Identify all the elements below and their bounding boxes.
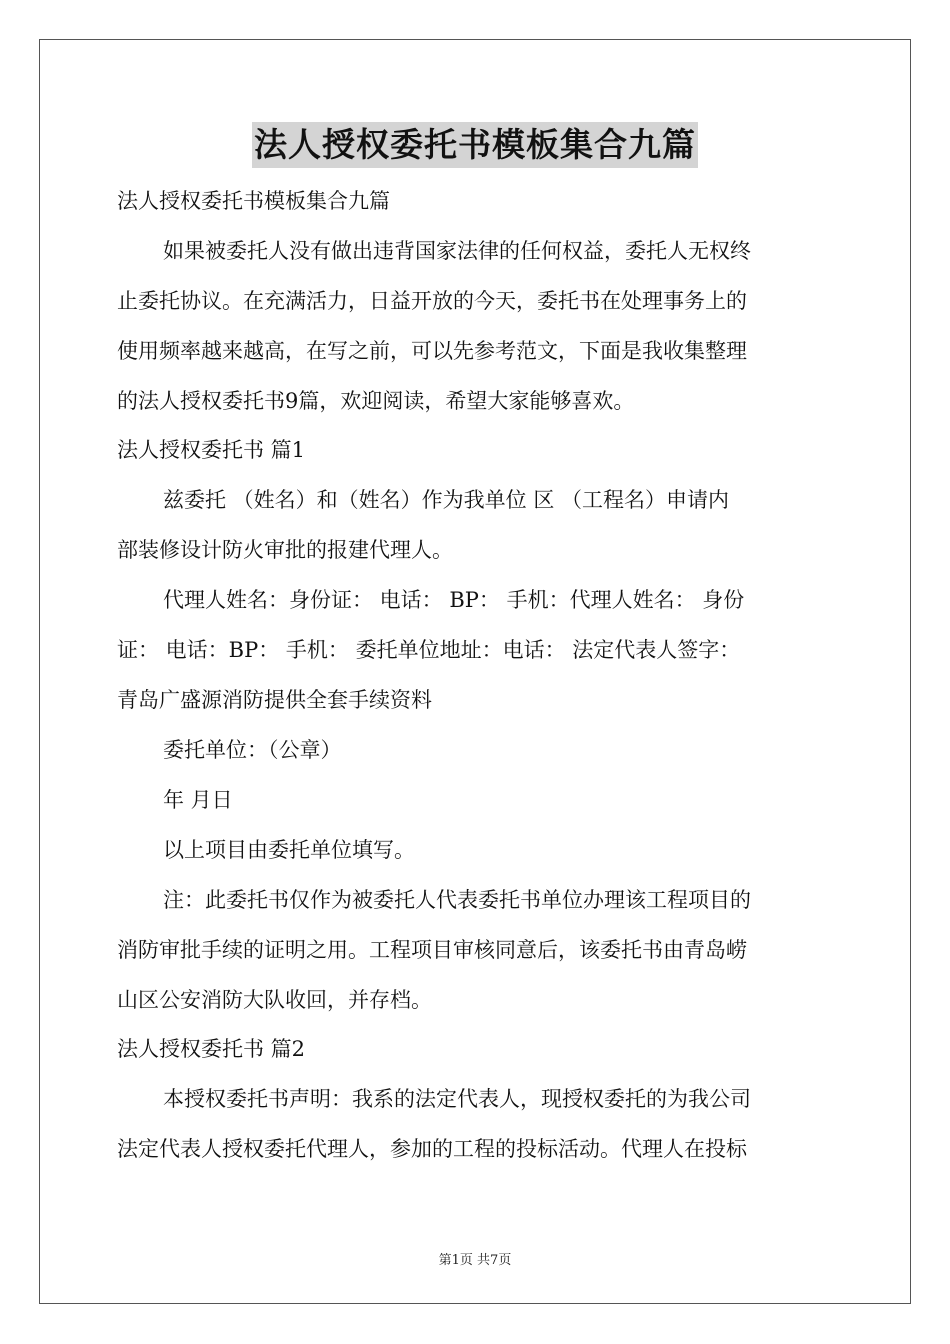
document-subtitle: 法人授权委托书模板集合九篇 [117,189,390,213]
paragraph-line: 的法人授权委托书9篇，欢迎阅读，希望大家能够喜欢。 [117,389,635,413]
document-body [117,177,833,1174]
paragraph-line: 委托单位：（公章） [163,738,342,762]
document-title: 法人授权委托书模板集合九篇 [252,122,698,168]
paragraph-line: 青岛广盛源消防提供全套手续资料 [117,688,432,712]
paragraph-line: 止委托协议。在充满活力，日益开放的今天，委托书在处理事务上的 [117,289,747,313]
paragraph-line: 法定代表人授权委托代理人，参加的工程的投标活动。代理人在投标 [117,1137,747,1161]
paragraph-line: 山区公安消防大队收回，并存档。 [117,988,432,1012]
title-block [0,122,950,168]
paragraph-line: 本授权委托书声明：我系的法定代表人，现授权委托的为我公司 [163,1087,751,1111]
paragraph-line: 代理人姓名：身份证： 电话： BP： 手机：代理人姓名： 身份 [163,588,745,612]
page-footer: 第1页 共7页 [438,1253,512,1268]
section-heading: 法人授权委托书 篇2 [117,1037,306,1061]
paragraph-line: 证： 电话：BP： 手机： 委托单位地址：电话： 法定代表人签字： [117,638,741,662]
paragraph-line: 消防审批手续的证明之用。工程项目审核同意后，该委托书由青岛崂 [117,938,747,962]
paragraph-line: 注：此委托书仅作为被委托人代表委托书单位办理该工程项目的 [163,888,751,912]
paragraph-line: 年 月日 [163,788,233,812]
paragraph-line: 以上项目由委托单位填写。 [163,838,415,862]
section-heading: 法人授权委托书 篇1 [117,438,306,462]
paragraph-line: 使用频率越来越高，在写之前，可以先参考范文，下面是我收集整理 [117,339,747,363]
paragraph-line: 如果被委托人没有做出违背国家法律的任何权益，委托人无权终 [163,239,751,263]
paragraph-line: 兹委托 （姓名）和（姓名）作为我单位 区 （工程名）申请内 [163,488,730,512]
paragraph-line: 部装修设计防火审批的报建代理人。 [117,538,453,562]
